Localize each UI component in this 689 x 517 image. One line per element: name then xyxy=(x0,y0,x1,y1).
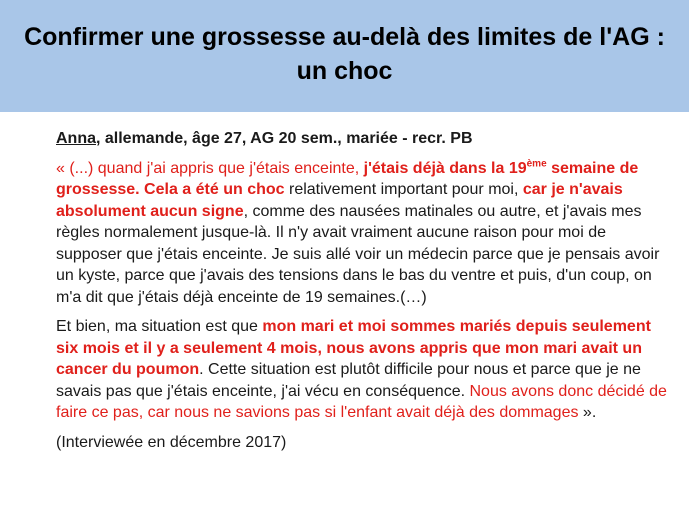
p1-superscript: ème xyxy=(526,158,547,170)
p1-intro: « (...) quand j'ai appris que j'étais enceinte, xyxy=(56,159,364,177)
quote-paragraph-2 xyxy=(56,316,676,424)
quote-body xyxy=(56,128,676,461)
interviewee-details: , allemande, âge 27, AG 20 sem., mariée - recr. PB xyxy=(96,130,473,147)
p1-highlight-no-sign: car je n'avais absolument aucun signe xyxy=(56,181,623,220)
interview-date: (Interviewée en décembre 2017) xyxy=(56,433,287,451)
p1-highlight-week: j'étais déjà dans la 19 xyxy=(363,159,527,177)
quote-paragraph-1 xyxy=(56,158,676,309)
p2-text-b: . Cette situation est plutôt difficile pour nous et parce que je ne savais pas que j'étais enceinte, j'ai vécu en conséquence. xyxy=(56,361,641,400)
interviewee-name: Anna xyxy=(56,130,96,147)
p1-text-a: relativement important pour moi, xyxy=(284,181,523,198)
p2-highlight-decision: Nous avons donc décidé de faire ce pas, car nous ne savions pas si l'enfant avait déjà des dommages xyxy=(56,382,667,421)
p2-highlight-husband: mon mari et moi sommes mariés depuis seulement six mois et il y a seulement 4 mois, nous avons appris que mon mari avait un cancer du poumon xyxy=(56,318,651,378)
title-line-1: Confirmer une grossesse au-delà des limites de l'AG : xyxy=(24,23,665,51)
title-line-2: un choc xyxy=(296,57,393,85)
p2-text-a: Et bien, ma situation est que xyxy=(56,318,263,335)
interviewee-heading xyxy=(56,128,676,150)
p2-closing: ». xyxy=(578,404,597,421)
slide-title xyxy=(0,20,689,88)
p1-text-b: , comme des nausées matinales ou autre, et j'avais mes règles normalement jusque-là. Il n'y avait vraiment aucune raison pour moi de supposer que j'étais enceinte. Je suis allé voir un médecin parce que je pensais avoir un kyste, parce que j'avais des tensions dans le bas du ventre et puis, d'un coup, on m'a dit que j'étais déjà enceinte de 19 semaines.(…) xyxy=(56,202,660,306)
p1-highlight-shock: semaine de grossesse. Cela a été un choc xyxy=(56,159,639,198)
